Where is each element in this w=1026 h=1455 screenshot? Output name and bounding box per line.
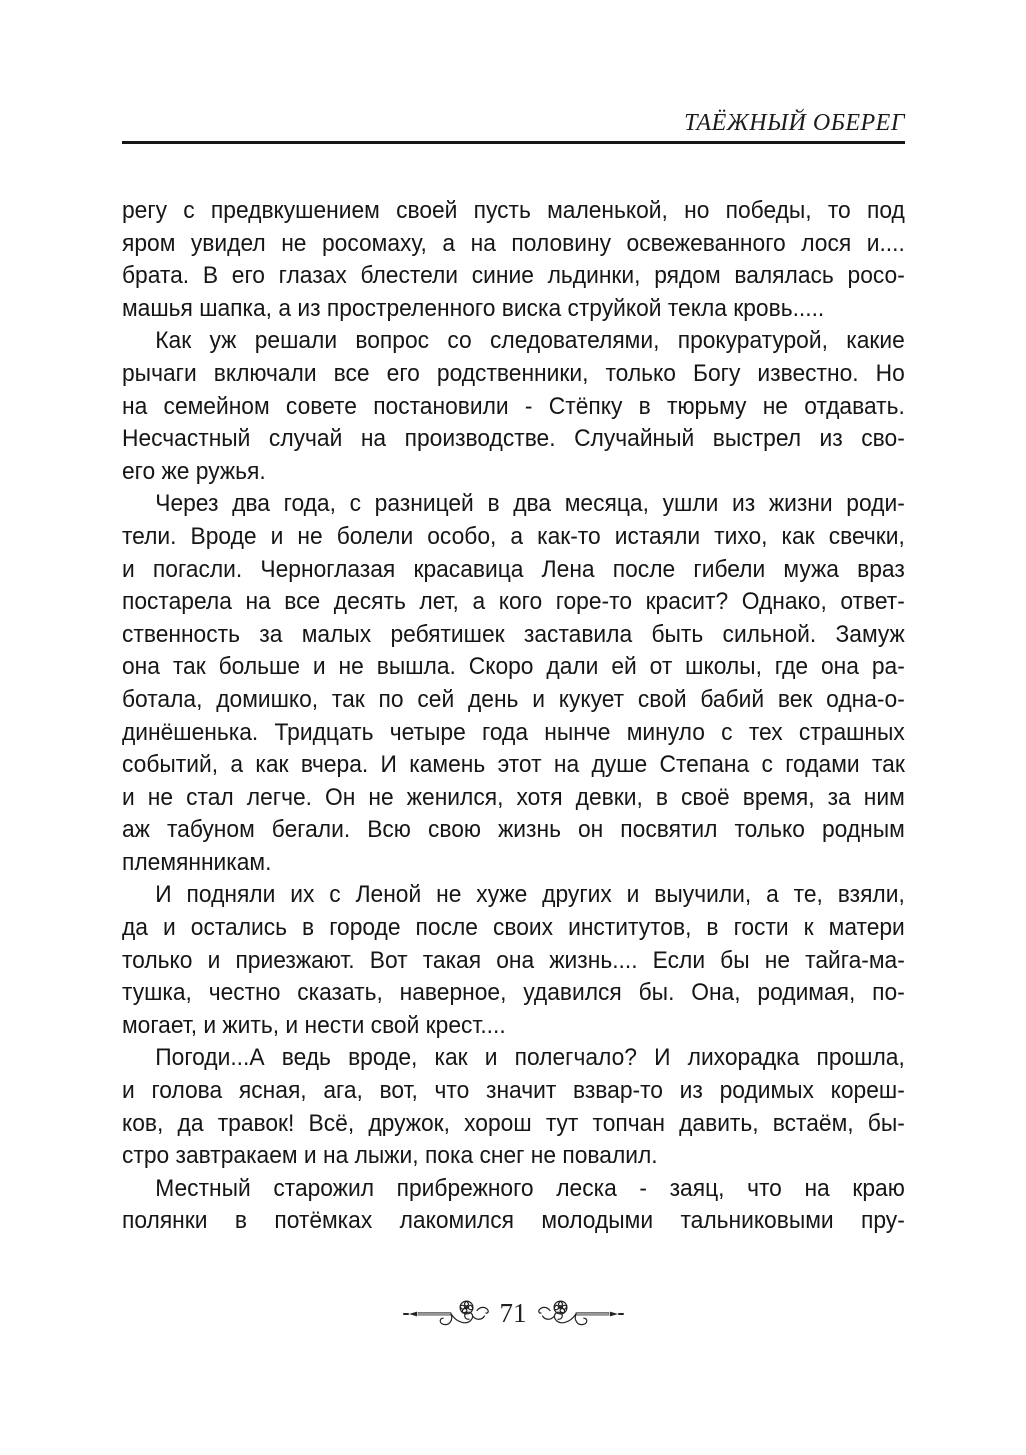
floral-flourish-icon bbox=[536, 1296, 624, 1332]
text-line: машья шапка, а из простреленного виска струйкой текла кровь..... bbox=[122, 294, 825, 322]
text-line: Несчастный случай на производстве. Случайный выстрел из сво- bbox=[122, 425, 905, 453]
text-line: да и остались в городе после своих институтов, в гости к матери bbox=[122, 914, 905, 942]
text-line: яром увидел не росомаху, а на половину освежеванного лося и.... bbox=[122, 229, 905, 257]
text-line: полянки в потёмках лакомился молодыми тальниковыми пру- bbox=[122, 1207, 905, 1235]
header-rule bbox=[122, 141, 905, 144]
text-line: стро завтракаем и на лыжи, пока снег не повалил. bbox=[122, 1142, 658, 1170]
text-line: аж табуном бегали. Всю свою жизнь он посвятил только родным bbox=[122, 816, 905, 844]
text-line: рычаги включали все его родственники, только Богу известно. Но bbox=[122, 359, 905, 387]
text-line: Через два года, с разницей в два месяца, ушли из жизни роди- bbox=[155, 490, 905, 518]
text-line: ственность за малых ребятишек заставила быть сильной. Замуж bbox=[122, 620, 905, 648]
text-line: событий, а как вчера. И камень этот на душе Степана с годами так bbox=[122, 751, 905, 779]
text-line: ков, да травок! Всё, дружок, хорош тут топчан давить, встаём, бы- bbox=[122, 1109, 905, 1137]
text-line: и не стал легче. Он не женился, хотя девки, в своё время, за ним bbox=[122, 783, 905, 811]
body-text bbox=[122, 195, 905, 1238]
text-line: только и приезжают. Вот такая она жизнь.... Если бы не тайга-ма- bbox=[122, 946, 905, 974]
text-line: ботала, домишко, так по сей день и кукует свой бабий век одна-о- bbox=[122, 685, 905, 713]
text-line: могает, и жить, и нести свой крест.... bbox=[122, 1011, 506, 1039]
text-line: она так больше и не вышла. Скоро дали ей от школы, где она ра- bbox=[122, 653, 905, 681]
text-line: и погасли. Черноглазая красавица Лена после гибели мужа враз bbox=[122, 555, 905, 583]
text-line: И подняли их с Леной не хуже других и выучили, а те, взяли, bbox=[155, 881, 905, 909]
text-line: племянникам. bbox=[122, 848, 272, 876]
text-line: его же ружья. bbox=[122, 457, 266, 485]
text-line: Местный старожил прибрежного леска - заяц, что на краю bbox=[155, 1174, 905, 1202]
footer bbox=[0, 1296, 1026, 1332]
page-number: 71 bbox=[499, 1297, 527, 1328]
running-head-title: ТАЁЖНЫЙ ОБЕРЕГ bbox=[684, 110, 905, 136]
text-line: постарела на все десять лет, а кого горе-то красит? Однако, ответ- bbox=[122, 588, 905, 616]
text-line: динёшенька. Тридцать четыре года нынче минуло с тех страшных bbox=[122, 718, 905, 746]
text-line: и голова ясная, ага, вот, что значит взвар-то из родимых кореш- bbox=[122, 1077, 905, 1105]
text-line: тушка, честно сказать, наверное, удавился бы. Она, родимая, по- bbox=[122, 979, 905, 1007]
text-line: регу с предвкушением своей пусть маленькой, но победы, то под bbox=[122, 197, 905, 224]
text-line: брата. В его глазах блестели синие льдинки, рядом валялась росо- bbox=[122, 262, 905, 290]
text-line: на семейном совете постановили - Стёпку в тюрьму не отдавать. bbox=[122, 392, 905, 420]
floral-flourish-icon bbox=[403, 1296, 491, 1332]
text-line: тели. Вроде и не болели особо, а как-то истаяли тихо, как свечки, bbox=[122, 522, 905, 550]
text-line: Как уж решали вопрос со следователями, прокуратурой, какие bbox=[155, 327, 905, 355]
text-line: Погоди...А ведь вроде, как и полегчало? И лихорадка прошла, bbox=[155, 1044, 905, 1072]
